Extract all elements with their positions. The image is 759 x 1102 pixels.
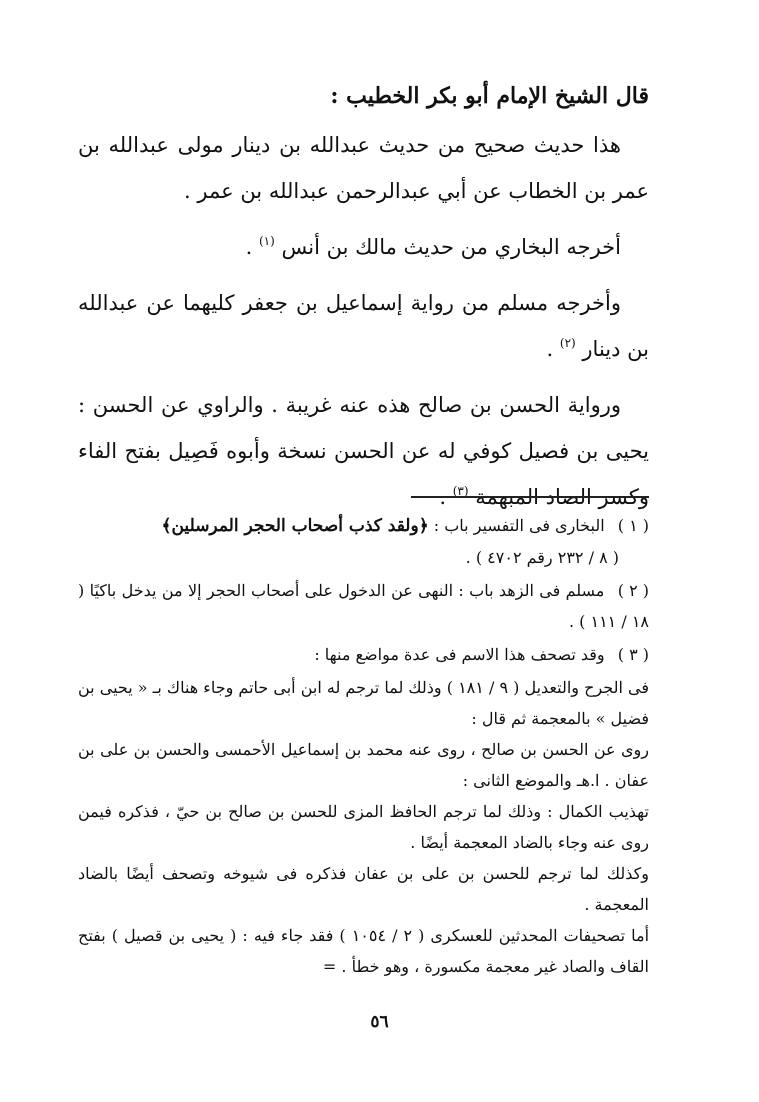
paragraph-text: وأخرجه مسلم من رواية إسماعيل بن جعفر كليهما عن عبدالله بن دينار: [78, 291, 649, 361]
footnote-ref-2[interactable]: (٢): [559, 336, 576, 350]
paragraph-tail: .: [439, 485, 446, 509]
footnote-text: البخارى فى التفسير باب :: [433, 516, 605, 535]
footnote-number: ( ٣ ): [617, 645, 649, 664]
paragraph-tail: .: [546, 337, 554, 361]
paragraph-2: [78, 224, 649, 270]
footnote-number: ( ٢ ): [617, 581, 650, 600]
paragraph-tail: .: [245, 235, 253, 259]
page-number: ٥٦: [370, 1012, 389, 1032]
footnote-3: [78, 639, 649, 670]
paragraph-3: [78, 280, 649, 372]
main-text: [78, 76, 649, 530]
footnote-ref-1[interactable]: (١): [258, 234, 275, 248]
paragraph-text: أخرجه البخاري من حديث مالك بن أنس: [281, 235, 621, 259]
paragraph-text: هذا حديث صحيح من حديث عبدالله بن دينار مولى عبدالله بن عمر بن الخطاب عن أبي عبدالرحمن عبدالله بن عمر .: [78, 133, 649, 203]
footnote-divider: [411, 496, 649, 498]
footnote-line: أما تصحيفات المحدثين للعسكرى ( ٢ / ١٠٥٤ ) فقد جاء فيه : ( يحيى بن قصيل ) بفتح القاف والصاد غير معجمة مكسورة ، وهو خطأ . =: [78, 926, 650, 976]
footnotes: [78, 510, 649, 982]
footnote-reference: ( ٨ / ٢٣٢ رقم ٤٧٠٢ ) .: [465, 548, 619, 567]
footnote-line: وكذلك لما ترجم للحسن بن على بن عفان فذكره فى شيوخه وتصحف أيضًا بالضاد المعجمة .: [78, 864, 649, 914]
footnote-1: [78, 510, 649, 573]
paragraph-text: ورواية الحسن بن صالح هذه عنه غريبة . والراوي عن الحسن : يحيى بن فصيل كوفي له عن الحسن نسخة وأبوه فَصِيل بفتح الفاء وكسر الصاد المبهمة: [78, 393, 649, 509]
footnote-line: روى عن الحسن بن صالح ، روى عنه محمد بن إسماعيل الأحمسى والحسن بن على بن عفان . ا.هـ والموضع الثانى :: [78, 740, 649, 790]
footnote-text: مسلم فى الزهد باب : النهى عن الدخول على أصحاب الحجر إلا من يدخل باكيًا ( ١٨ / ١١١ ) .: [78, 581, 649, 631]
paragraph-1: [78, 122, 649, 214]
paragraph-4: [78, 382, 649, 520]
footnote-text: وقد تصحف هذا الاسم فى عدة مواضع منها :: [314, 645, 605, 664]
footnote-number: ( ١ ): [617, 516, 649, 535]
footnote-ref-3[interactable]: (٣): [452, 484, 469, 498]
footnote-2: [78, 575, 649, 637]
quran-quote: ﴿ولقد كذب أصحاب الحجر المرسلين﴾: [161, 516, 429, 536]
footnote-line: فى الجرح والتعديل ( ٩ / ١٨١ ) وذلك لما ترجم له ابن أبى حاتم وجاء هناك بـ « يحيى بن فضيل » بالمعجمة ثم قال :: [78, 678, 649, 728]
section-heading: قال الشيخ الإمام أبو بكر الخطيب :: [330, 83, 649, 109]
footnote-line: تهذيب الكمال : وذلك لما ترجم الحافظ المزى للحسن بن صالح بن حيّ ، فذكره فيمن روى عنه وجاء بالضاد المعجمة أيضًا .: [78, 802, 649, 852]
